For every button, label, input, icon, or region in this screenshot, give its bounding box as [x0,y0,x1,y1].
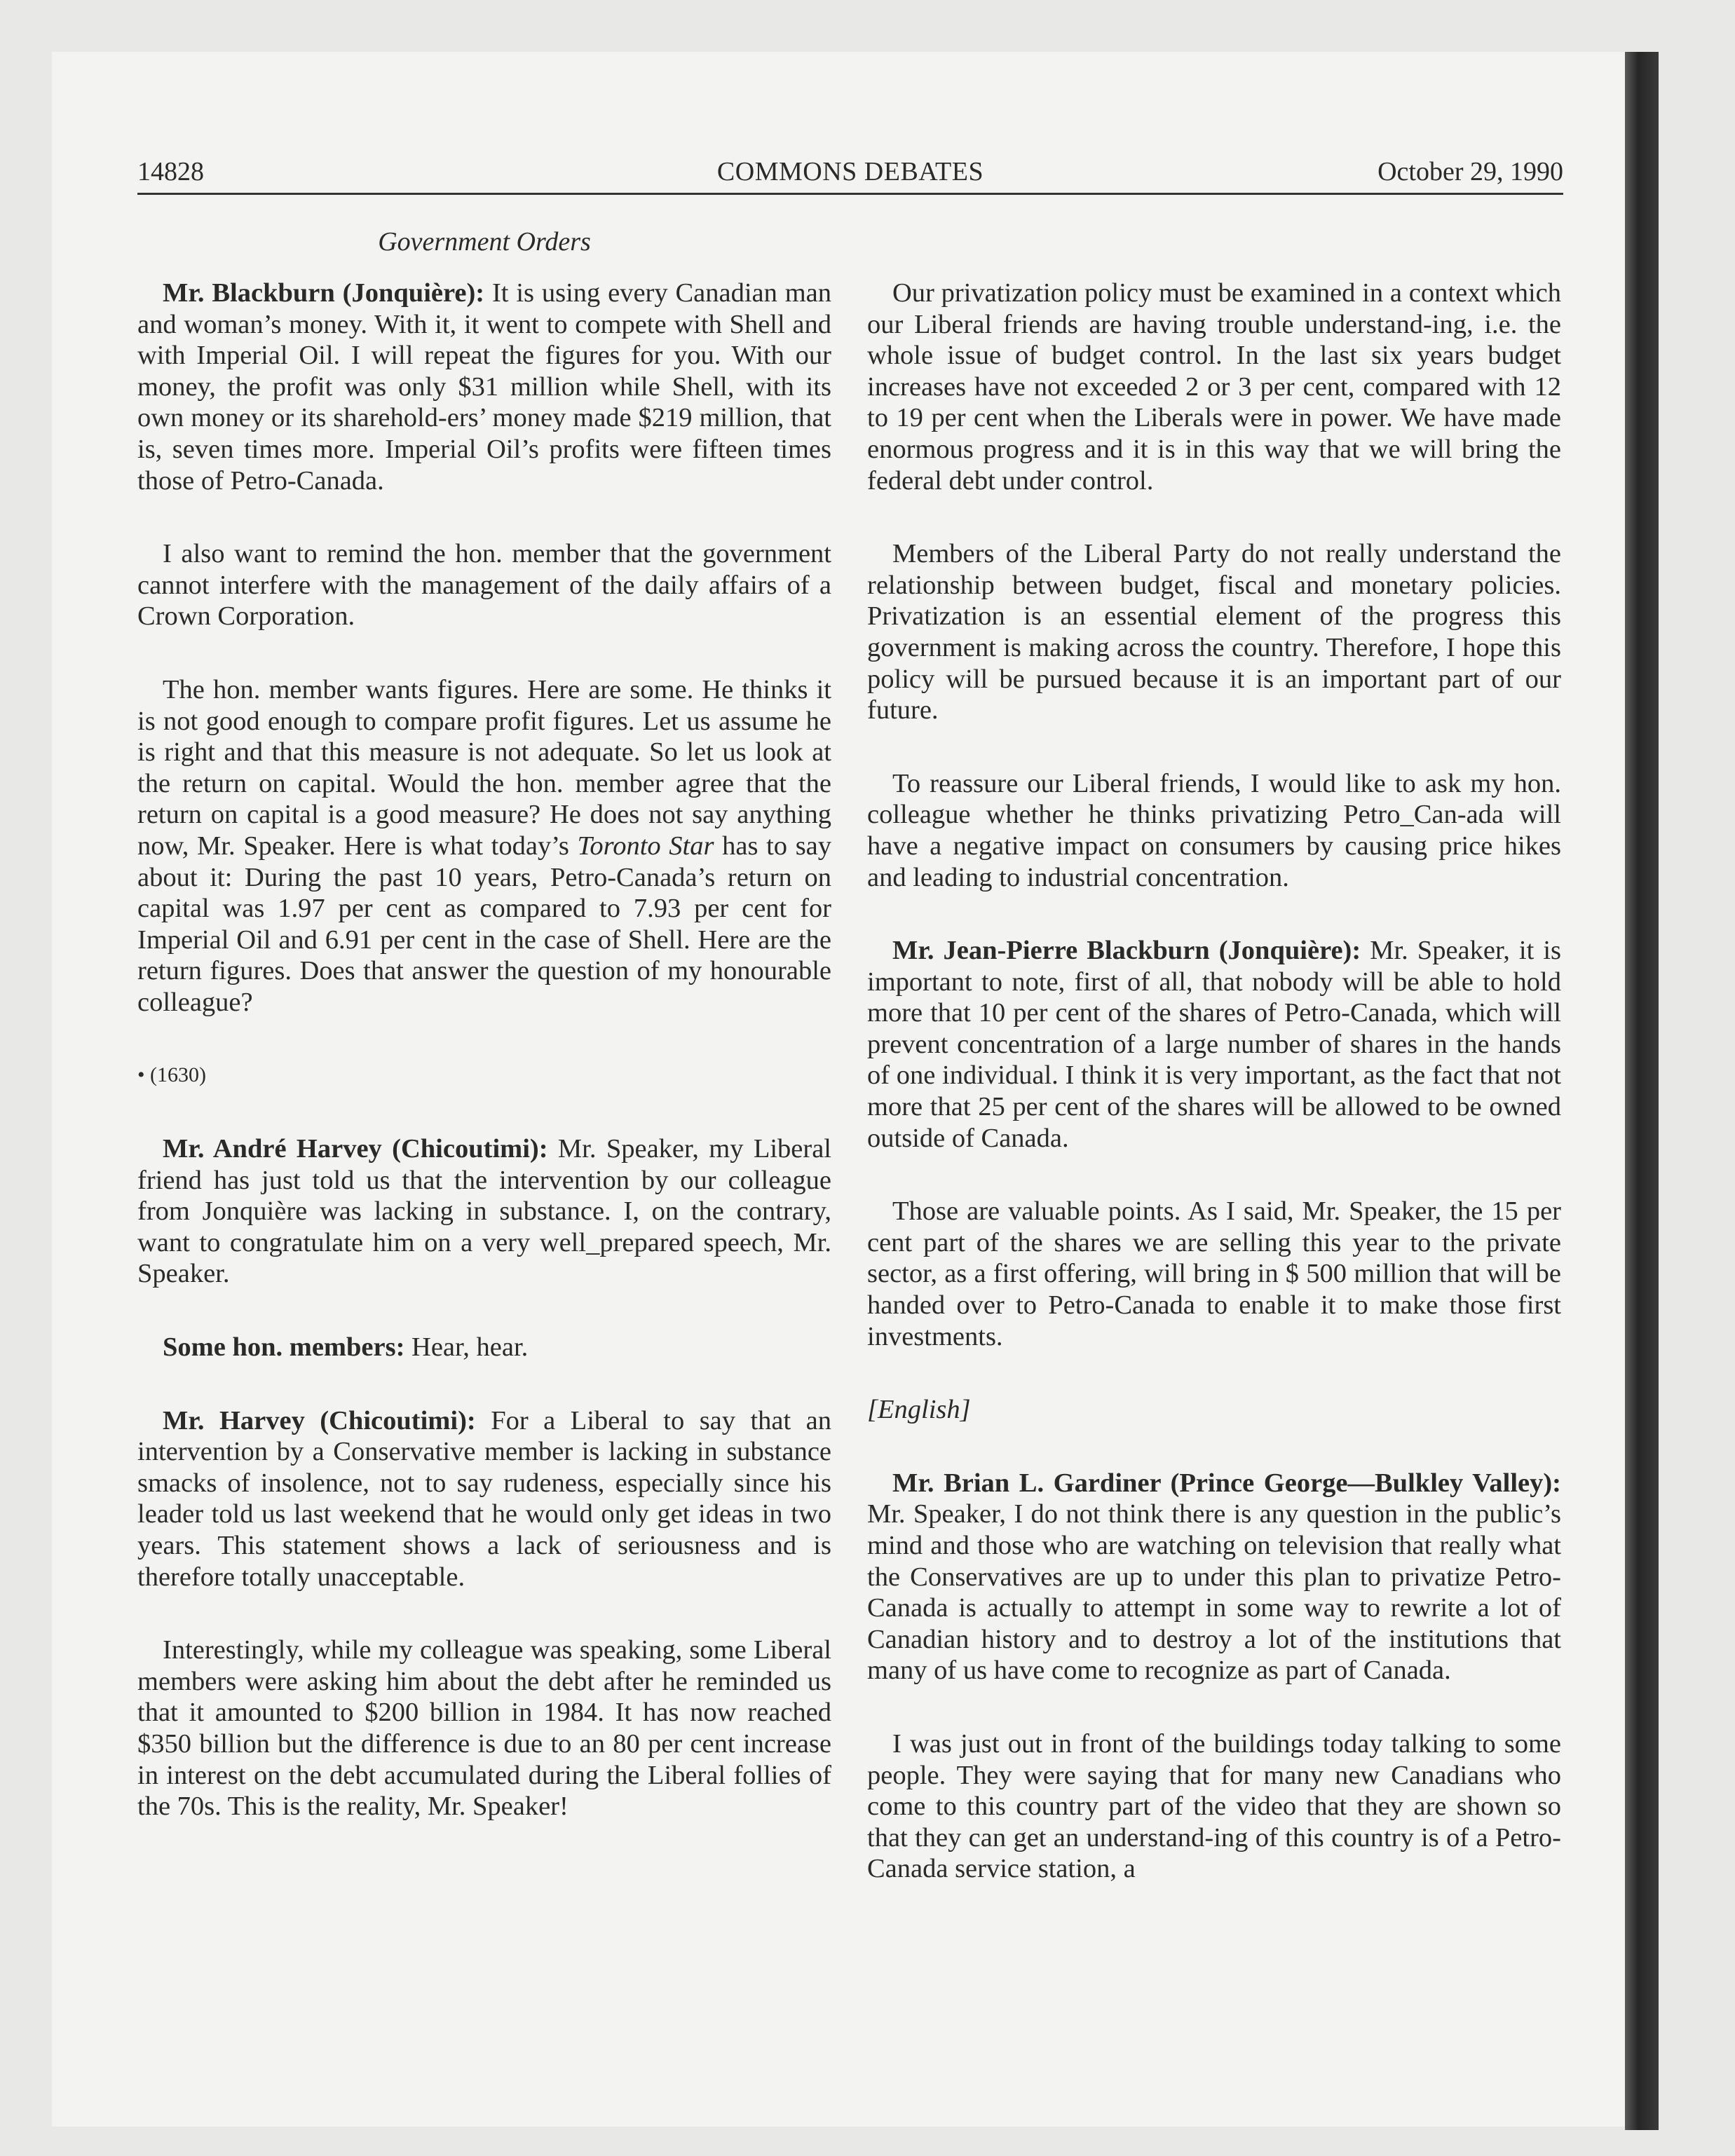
paragraph: Interestingly, while my colleague was speaking, some Liberal members were asking him about the debt after he reminded us that it amounted to $200 billion in 1984. It has now reached $350 billion but the difference is due to an 80 per cent increase in interest on the debt accumulated during the Liberal follies of the 70s. This is the reality, Mr. Speaker! [137,1635,831,1822]
paragraph [137,1405,831,1593]
paragraph [137,1133,831,1290]
speaker-name: Mr. Jean-Pierre Blackburn (Jonquière): [892,936,1361,966]
paragraph [137,278,831,496]
speaker-name: Mr. Harvey (Chicoutimi): [163,1405,476,1435]
right-column [867,278,1561,1927]
paragraph: Our privatization policy must be examined in a context which our Liberal friends are having trouble understand-ing, i.e. the whole issue of budget control. In the last six years budget increases have not exceeded 2 or 3 per cent, compared with 12 to 19 per cent when the Liberals were in power. We have made enormous progress and it is in this way that we will bring the federal debt under control. [867,278,1561,496]
paragraph-text: Hear, hear. [411,1332,529,1363]
paragraph-text: Mr. Speaker, it is important to note, first of all, that nobody will be able to hold more that 10 per cent of the shares of Petro-Canada, which will prevent concentration of a large number of shares in the hands of one individual. I think it is very important, as the fact that not more that 25 per cent of the shares will be allowed to be owned outside of Canada. [867,936,1562,1153]
speaker-name: Mr. André Harvey (Chicoutimi): [163,1134,548,1164]
speaker-name: Mr. Brian L. Gardiner (Prince George—Bulkley Valley): [892,1468,1561,1498]
newspaper-title: Toronto Star [577,831,714,861]
paragraph-text: The hon. member wants figures. Here are some. He thinks it is not good enough to compare profit figures. Let us assume he is right and that this measure is not adequate. So let us look at the return on capital. Would the hon. member agree that the return on capital is a good measure? He does not say anything now, Mr. Speaker. Here is what today’s [137,674,831,861]
paragraph: I also want to remind the hon. member that the government cannot interfere with the management of the daily affairs of a Crown Corporation. [137,539,831,632]
speaker-name: Mr. Blackburn (Jonquière): [163,278,485,308]
publication-title: COMMONS DEBATES [716,157,984,186]
speaker-name: Some hon. members: [163,1332,405,1363]
time-marker: • (1630) [137,1063,206,1087]
running-header [137,151,1563,195]
paragraph: To reassure our Liberal friends, I would like to ask my hon. colleague whether he thinks privatizing Petro_Can-ada will have a negative impact on consumers by causing price hikes and leading to industrial concentration. [867,768,1561,892]
paragraph: Members of the Liberal Party do not really understand the relationship between budget, fiscal and monetary policies. Privatization is an essential element of the progress this government is making across the country. Therefore, I hope this policy will be pursued because it is an important part of our future. [867,539,1561,725]
section-title: Government Orders [378,227,591,257]
paragraph-text: Mr. Speaker, my Liberal friend has just told us that the intervention by our colleague from Jonquière was lacking in substance. I, on the contrary, want to congratulate him on a very well_prepared speech, Mr. Speaker. [137,1134,831,1289]
paragraph: Those are valuable points. As I said, Mr. Speaker, the 15 per cent part of the shares we are selling this year to the private sector, as a first offering, will bring in $ 500 million that will be handed over to Petro-Canada to enable it to make those first investments. [867,1196,1561,1351]
paragraph-text: Mr. Speaker, I do not think there is any question in the public’s mind and those who are watching on television that really what the Conservatives are up to under this plan to privatize Petro-Canada is actually to attempt in some way to rewrite a lot of Canadian history and to destroy a lot of the institutions that many of us have come to recognize as part of Canada. [867,1499,1561,1686]
paragraph-text: It is using every Canadian man and woman’s money. With it, it went to compete with Shell and with Imperial Oil. I will repeat the figures for you. With our money, the profit was only $31 million while Shell, with its own money or its sharehold-ers’ money made $219 million, that is, seven times more. Imperial Oil’s profits were fifteen times those of Petro-Canada. [137,278,831,496]
scan-edge-shadow [1625,52,1659,2130]
paragraph-text: For a Liberal to say that an intervention by a Conservative member is lacking in substance smacks of insolence, not to say rudeness, especially since his leader told us last weekend that he would only get ideas in two years. This statement shows a lack of seriousness and is therefore totally unacceptable. [137,1405,831,1592]
publication-date: October 29, 1990 [1377,157,1563,186]
paragraph [867,935,1561,1154]
paragraph [867,1468,1561,1686]
language-tag: [English] [867,1395,971,1425]
paragraph-text: has to say about it: During the past 10 years, Petro-Canada’s return on capital was 1.97 per cent as compared to 7.93 per cent for Imperial Oil and 6.91 per cent in the case of Shell. Here are the return figures. Does that answer the question of my honourable colleague? [137,831,832,1017]
paragraph [137,674,831,1018]
paragraph: I was just out in front of the buildings today talking to some people. They were saying that for many new Canadians who come to this country part of the video that they are shown so that they can get an understand-ing of this country is of a Petro-Canada service station, a [867,1728,1561,1884]
page-number: 14828 [137,157,204,186]
paragraph [137,1332,831,1363]
left-column [137,278,831,1864]
